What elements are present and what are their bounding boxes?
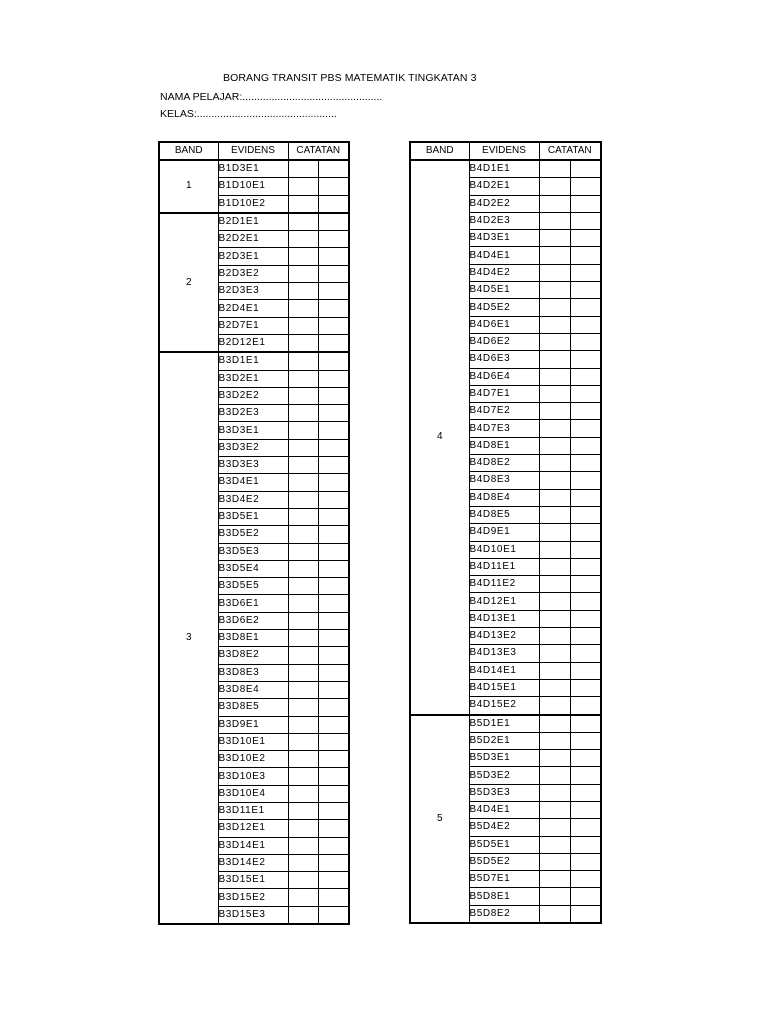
evidence-code: B4D15E2 (469, 697, 539, 715)
catatan-cell[interactable] (288, 334, 318, 352)
evidence-code: B4D13E2 (469, 628, 539, 645)
catatan-cell[interactable] (570, 195, 601, 212)
evidence-code: B5D2E1 (469, 732, 539, 749)
catatan-cell[interactable] (539, 610, 570, 627)
catatan-cell[interactable] (318, 387, 349, 404)
catatan-cell[interactable] (288, 231, 318, 248)
evidence-code: B3D9E1 (218, 716, 288, 733)
catatan-cell[interactable] (570, 871, 601, 888)
catatan-cell[interactable] (288, 785, 318, 802)
band-column-header: BAND (410, 142, 469, 160)
evidence-code: B4D2E2 (469, 195, 539, 212)
catatan-cell[interactable] (539, 524, 570, 541)
evidence-code: B4D12E1 (469, 593, 539, 610)
catatan-cell[interactable] (570, 628, 601, 645)
catatan-cell[interactable] (288, 681, 318, 698)
catatan-cell[interactable] (288, 854, 318, 871)
catatan-cell[interactable] (539, 351, 570, 368)
catatan-cell[interactable] (318, 578, 349, 595)
evidence-code: B1D10E1 (218, 178, 288, 195)
catatan-cell[interactable] (570, 767, 601, 784)
form-title: BORANG TRANSIT PBS MATEMATIK TINGKATAN 3 (223, 72, 477, 84)
catatan-cell[interactable] (318, 317, 349, 334)
catatan-cell[interactable] (570, 299, 601, 316)
catatan-cell[interactable] (288, 300, 318, 317)
evidence-code: B3D10E1 (218, 733, 288, 750)
catatan-cell[interactable] (570, 351, 601, 368)
catatan-cell[interactable] (539, 160, 570, 178)
catatan-cell[interactable] (570, 576, 601, 593)
evidence-code: B4D8E5 (469, 506, 539, 523)
catatan-cell[interactable] (318, 647, 349, 664)
evidence-code: B3D2E2 (218, 387, 288, 404)
catatan-cell[interactable] (288, 612, 318, 629)
catatan-cell[interactable] (318, 699, 349, 716)
evidence-code: B1D3E1 (218, 160, 288, 178)
catatan-cell[interactable] (318, 854, 349, 871)
catatan-cell[interactable] (318, 802, 349, 819)
form-header (0, 0, 768, 130)
band-column-header: BAND (159, 142, 218, 160)
catatan-cell[interactable] (570, 853, 601, 870)
catatan-cell[interactable] (570, 455, 601, 472)
catatan-cell[interactable] (570, 524, 601, 541)
catatan-cell[interactable] (318, 405, 349, 422)
evidence-code: B4D14E1 (469, 662, 539, 679)
evidence-code: B3D5E1 (218, 508, 288, 525)
evidence-code: B5D3E3 (469, 784, 539, 801)
evidence-code: B3D10E3 (218, 768, 288, 785)
table-header-row (410, 142, 601, 160)
evidence-code: B2D4E1 (218, 300, 288, 317)
catatan-cell[interactable] (288, 872, 318, 889)
catatan-cell[interactable] (318, 837, 349, 854)
catatan-cell[interactable] (539, 489, 570, 506)
catatan-cell[interactable] (318, 872, 349, 889)
catatan-cell[interactable] (539, 282, 570, 299)
catatan-cell[interactable] (318, 751, 349, 768)
catatan-cell[interactable] (318, 300, 349, 317)
evidence-code: B3D4E1 (218, 474, 288, 491)
evidence-code: B3D4E2 (218, 491, 288, 508)
evidence-code: B4D6E3 (469, 351, 539, 368)
catatan-cell[interactable] (570, 593, 601, 610)
catatan-cell[interactable] (539, 333, 570, 350)
catatan-cell[interactable] (570, 264, 601, 281)
catatan-cell[interactable] (539, 836, 570, 853)
class-line: KELAS:................................................ (160, 108, 337, 120)
catatan-cell[interactable] (288, 439, 318, 456)
evidens-column-header: EVIDENS (218, 142, 288, 160)
evidence-code: B4D8E4 (469, 489, 539, 506)
catatan-cell[interactable] (539, 871, 570, 888)
student-name-line: NAMA PELAJAR:................................................ (160, 91, 383, 103)
catatan-cell[interactable] (570, 784, 601, 801)
table-row (159, 213, 349, 231)
evidence-code: B3D3E3 (218, 457, 288, 474)
catatan-cell[interactable] (539, 437, 570, 454)
catatan-cell[interactable] (288, 889, 318, 906)
catatan-cell[interactable] (318, 733, 349, 750)
evidence-code: B3D3E2 (218, 439, 288, 456)
catatan-cell[interactable] (539, 368, 570, 385)
catatan-cell[interactable] (288, 213, 318, 231)
catatan-cell[interactable] (539, 230, 570, 247)
catatan-cell[interactable] (288, 647, 318, 664)
evidence-code: B3D10E2 (218, 751, 288, 768)
catatan-cell[interactable] (288, 630, 318, 647)
catatan-cell[interactable] (288, 664, 318, 681)
catatan-cell[interactable] (318, 560, 349, 577)
catatan-cell[interactable] (570, 558, 601, 575)
catatan-cell[interactable] (570, 750, 601, 767)
catatan-cell[interactable] (318, 906, 349, 924)
catatan-cell[interactable] (539, 801, 570, 818)
evidence-code: B5D5E2 (469, 853, 539, 870)
evidence-code: B3D1E1 (218, 352, 288, 370)
catatan-cell[interactable] (318, 820, 349, 837)
catatan-cell[interactable] (318, 248, 349, 265)
table-header-row (159, 142, 349, 160)
evidence-code: B4D8E2 (469, 455, 539, 472)
catatan-cell[interactable] (288, 283, 318, 300)
evidence-code: B4D3E1 (469, 230, 539, 247)
catatan-cell[interactable] (539, 645, 570, 662)
evidence-code: B2D7E1 (218, 317, 288, 334)
catatan-cell[interactable] (570, 679, 601, 696)
catatan-cell[interactable] (570, 697, 601, 715)
catatan-cell[interactable] (539, 662, 570, 679)
band-number: 1 (159, 160, 218, 213)
catatan-cell[interactable] (539, 316, 570, 333)
table-row (159, 160, 349, 178)
catatan-cell[interactable] (539, 455, 570, 472)
evidence-code: B4D6E4 (469, 368, 539, 385)
catatan-cell[interactable] (539, 905, 570, 923)
catatan-cell[interactable] (539, 403, 570, 420)
catatan-cell[interactable] (288, 317, 318, 334)
evidence-code: B5D7E1 (469, 871, 539, 888)
catatan-cell[interactable] (539, 750, 570, 767)
catatan-cell[interactable] (288, 578, 318, 595)
evidence-code: B4D4E1 (469, 801, 539, 818)
evidence-code: B4D4E1 (469, 247, 539, 264)
catatan-cell[interactable] (288, 491, 318, 508)
evidence-code: B3D15E1 (218, 872, 288, 889)
catatan-cell[interactable] (570, 212, 601, 229)
right-table-body (410, 160, 601, 923)
catatan-cell[interactable] (318, 213, 349, 231)
catatan-cell[interactable] (318, 370, 349, 387)
catatan-cell[interactable] (288, 405, 318, 422)
table-row (410, 160, 601, 178)
catatan-cell[interactable] (288, 595, 318, 612)
catatan-cell[interactable] (288, 265, 318, 282)
evidence-code: B3D14E2 (218, 854, 288, 871)
evidence-code: B5D8E1 (469, 888, 539, 905)
evidence-code: B3D8E3 (218, 664, 288, 681)
catatan-cell[interactable] (570, 541, 601, 558)
evidence-code: B4D13E1 (469, 610, 539, 627)
catatan-cell[interactable] (318, 422, 349, 439)
catatan-cell[interactable] (539, 264, 570, 281)
evidence-code: B4D6E1 (469, 316, 539, 333)
catatan-cell[interactable] (570, 333, 601, 350)
catatan-cell[interactable] (318, 508, 349, 525)
catatan-cell[interactable] (570, 836, 601, 853)
catatan-cell[interactable] (318, 768, 349, 785)
evidence-code: B2D1E1 (218, 213, 288, 231)
evidence-code: B4D1E1 (469, 160, 539, 178)
evidence-code: B3D5E5 (218, 578, 288, 595)
catatan-cell[interactable] (318, 352, 349, 370)
catatan-cell[interactable] (570, 715, 601, 733)
catatan-cell[interactable] (288, 802, 318, 819)
left-table-body (159, 160, 349, 924)
catatan-cell[interactable] (570, 160, 601, 178)
right-band-table (409, 141, 602, 924)
catatan-cell[interactable] (318, 612, 349, 629)
band-number: 5 (410, 715, 469, 924)
evidence-code: B4D7E3 (469, 420, 539, 437)
catatan-cell[interactable] (570, 385, 601, 402)
evidence-code: B5D8E2 (469, 905, 539, 923)
table-row (410, 715, 601, 733)
evidence-code: B3D8E4 (218, 681, 288, 698)
evidence-code: B5D3E1 (469, 750, 539, 767)
band-number: 4 (410, 160, 469, 715)
evidence-code: B4D6E2 (469, 333, 539, 350)
catatan-cell[interactable] (318, 265, 349, 282)
catatan-cell[interactable] (318, 178, 349, 195)
catatan-cell[interactable] (539, 385, 570, 402)
catatan-cell[interactable] (318, 334, 349, 352)
catatan-cell[interactable] (539, 767, 570, 784)
catatan-cell[interactable] (288, 474, 318, 491)
catatan-cell[interactable] (539, 506, 570, 523)
catatan-cell[interactable] (288, 457, 318, 474)
evidence-code: B3D11E1 (218, 802, 288, 819)
catatan-cell[interactable] (539, 195, 570, 212)
catatan-cell[interactable] (318, 681, 349, 698)
catatan-cell[interactable] (570, 610, 601, 627)
catatan-cell[interactable] (318, 439, 349, 456)
evidence-code: B3D12E1 (218, 820, 288, 837)
catatan-cell[interactable] (318, 526, 349, 543)
catatan-cell[interactable] (570, 368, 601, 385)
catatan-column-header: CATATAN (539, 142, 601, 160)
catatan-cell[interactable] (318, 716, 349, 733)
catatan-cell[interactable] (539, 784, 570, 801)
catatan-cell[interactable] (570, 316, 601, 333)
evidence-code: B4D7E2 (469, 403, 539, 420)
evidence-code: B3D2E3 (218, 405, 288, 422)
catatan-cell[interactable] (288, 699, 318, 716)
catatan-cell[interactable] (539, 299, 570, 316)
evidence-code: B4D7E1 (469, 385, 539, 402)
catatan-cell[interactable] (539, 853, 570, 870)
evidence-code: B4D15E1 (469, 679, 539, 696)
catatan-cell[interactable] (288, 508, 318, 525)
evidence-code: B2D3E3 (218, 283, 288, 300)
catatan-cell[interactable] (570, 178, 601, 195)
evidens-column-header: EVIDENS (469, 142, 539, 160)
evidence-code: B3D6E1 (218, 595, 288, 612)
evidence-code: B4D2E1 (469, 178, 539, 195)
catatan-cell[interactable] (318, 664, 349, 681)
evidence-code: B5D1E1 (469, 715, 539, 733)
catatan-cell[interactable] (318, 785, 349, 802)
evidence-code: B4D2E3 (469, 212, 539, 229)
evidence-code: B5D5E1 (469, 836, 539, 853)
evidence-code: B4D4E2 (469, 264, 539, 281)
catatan-cell[interactable] (288, 820, 318, 837)
catatan-cell[interactable] (570, 819, 601, 836)
catatan-cell[interactable] (318, 283, 349, 300)
evidence-code: B4D10E1 (469, 541, 539, 558)
evidence-code: B4D11E2 (469, 576, 539, 593)
evidence-code: B3D8E1 (218, 630, 288, 647)
evidence-code: B3D14E1 (218, 837, 288, 854)
catatan-cell[interactable] (318, 231, 349, 248)
catatan-cell[interactable] (288, 352, 318, 370)
catatan-cell[interactable] (318, 491, 349, 508)
catatan-cell[interactable] (539, 628, 570, 645)
catatan-cell[interactable] (570, 732, 601, 749)
evidence-code: B3D5E4 (218, 560, 288, 577)
catatan-cell[interactable] (570, 472, 601, 489)
catatan-cell[interactable] (539, 247, 570, 264)
catatan-cell[interactable] (318, 595, 349, 612)
catatan-cell[interactable] (539, 679, 570, 696)
evidence-code: B4D13E3 (469, 645, 539, 662)
catatan-cell[interactable] (318, 457, 349, 474)
catatan-cell[interactable] (539, 697, 570, 715)
catatan-cell[interactable] (318, 543, 349, 560)
catatan-cell[interactable] (288, 751, 318, 768)
evidence-code: B3D15E2 (218, 889, 288, 906)
catatan-cell[interactable] (288, 178, 318, 195)
evidence-code: B5D3E2 (469, 767, 539, 784)
catatan-cell[interactable] (288, 422, 318, 439)
catatan-cell[interactable] (570, 437, 601, 454)
evidence-code: B3D5E3 (218, 543, 288, 560)
catatan-cell[interactable] (570, 282, 601, 299)
evidence-code: B4D5E2 (469, 299, 539, 316)
catatan-cell[interactable] (570, 662, 601, 679)
catatan-cell[interactable] (570, 403, 601, 420)
evidence-code: B3D8E5 (218, 699, 288, 716)
evidence-code: B3D10E4 (218, 785, 288, 802)
catatan-cell[interactable] (288, 370, 318, 387)
catatan-cell[interactable] (288, 195, 318, 213)
catatan-cell[interactable] (288, 837, 318, 854)
catatan-cell[interactable] (570, 489, 601, 506)
evidence-code: B2D12E1 (218, 334, 288, 352)
catatan-cell[interactable] (539, 888, 570, 905)
evidence-code: B4D8E1 (469, 437, 539, 454)
catatan-cell[interactable] (539, 732, 570, 749)
catatan-cell[interactable] (288, 387, 318, 404)
catatan-cell[interactable] (318, 195, 349, 213)
catatan-cell[interactable] (318, 889, 349, 906)
catatan-cell[interactable] (288, 716, 318, 733)
band-number: 3 (159, 352, 218, 924)
catatan-cell[interactable] (570, 801, 601, 818)
catatan-cell[interactable] (570, 506, 601, 523)
catatan-cell[interactable] (539, 212, 570, 229)
evidence-code: B3D8E2 (218, 647, 288, 664)
evidence-code: B3D15E3 (218, 906, 288, 924)
evidence-code: B3D6E2 (218, 612, 288, 629)
catatan-cell[interactable] (318, 630, 349, 647)
catatan-cell[interactable] (288, 733, 318, 750)
catatan-cell[interactable] (288, 543, 318, 560)
catatan-cell[interactable] (570, 420, 601, 437)
evidence-code: B2D2E1 (218, 231, 288, 248)
evidence-code: B3D5E2 (218, 526, 288, 543)
catatan-cell[interactable] (288, 768, 318, 785)
band-number: 2 (159, 213, 218, 352)
evidence-code: B3D3E1 (218, 422, 288, 439)
catatan-cell[interactable] (288, 160, 318, 178)
catatan-cell[interactable] (539, 819, 570, 836)
catatan-cell[interactable] (288, 526, 318, 543)
evidence-code: B3D2E1 (218, 370, 288, 387)
evidence-code: B2D3E1 (218, 248, 288, 265)
catatan-cell[interactable] (539, 420, 570, 437)
catatan-cell[interactable] (539, 541, 570, 558)
evidence-code: B5D4E2 (469, 819, 539, 836)
catatan-cell[interactable] (570, 645, 601, 662)
catatan-cell[interactable] (288, 906, 318, 924)
evidence-code: B2D3E2 (218, 265, 288, 282)
catatan-cell[interactable] (570, 230, 601, 247)
catatan-cell[interactable] (318, 474, 349, 491)
table-row (159, 352, 349, 370)
evidence-code: B4D9E1 (469, 524, 539, 541)
catatan-cell[interactable] (539, 178, 570, 195)
evidence-code: B4D5E1 (469, 282, 539, 299)
evidence-code: B4D8E3 (469, 472, 539, 489)
catatan-cell[interactable] (318, 160, 349, 178)
catatan-cell[interactable] (570, 247, 601, 264)
catatan-cell[interactable] (288, 248, 318, 265)
catatan-cell[interactable] (539, 593, 570, 610)
catatan-column-header: CATATAN (288, 142, 349, 160)
catatan-cell[interactable] (539, 472, 570, 489)
evidence-code: B1D10E2 (218, 195, 288, 213)
left-band-table (158, 141, 350, 925)
catatan-cell[interactable] (288, 560, 318, 577)
evidence-code: B4D11E1 (469, 558, 539, 575)
catatan-cell[interactable] (539, 576, 570, 593)
catatan-cell[interactable] (570, 905, 601, 923)
catatan-cell[interactable] (539, 558, 570, 575)
catatan-cell[interactable] (539, 715, 570, 733)
catatan-cell[interactable] (570, 888, 601, 905)
